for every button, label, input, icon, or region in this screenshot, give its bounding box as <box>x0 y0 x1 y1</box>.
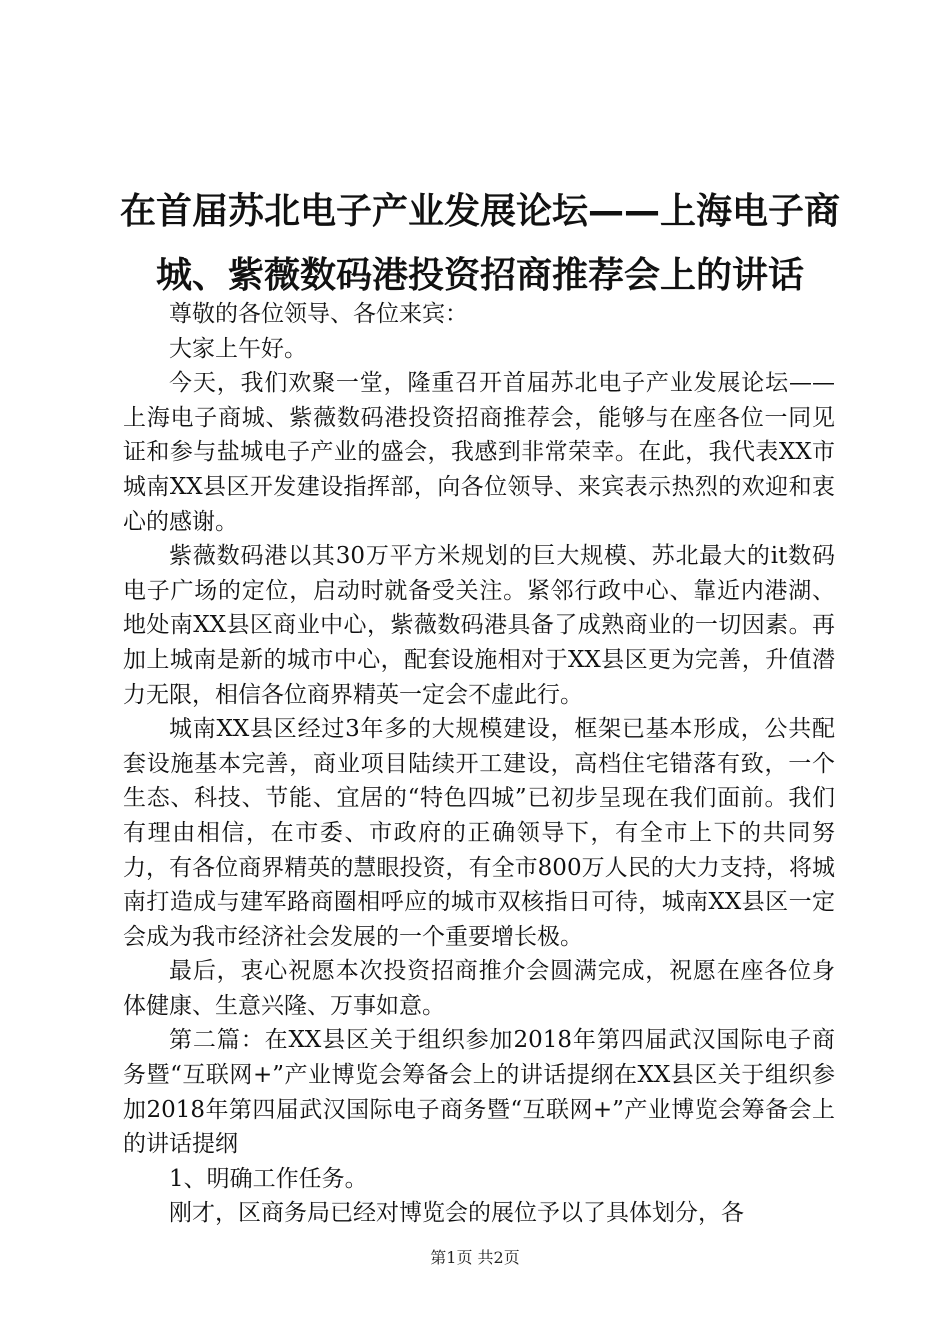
paragraph-ziwei-digital-port: 紫薇数码港以其30万平方米规划的巨大规模、苏北最大的it数码电子广场的定位，启动时就备受关注。紧邻行政中心、靠近内港湖、地处南XX县区商业中心，紫薇数码港具备了成熟商业的一切因素。再加上城南是新的城市中心，配套设施相对于XX县区更为完善，升值潜力无限，相信各位商界精英一定会不虚此行。 <box>123 543 835 708</box>
paragraph-chengnan-district: 城南XX县区经过3年多的大规模建设，框架已基本形成，公共配套设施基本完善，商业项目陆续开工建设，高档住宅错落有致，一个生态、科技、节能、宜居的“特色四城”已初步呈现在我们面前。我们有理由相信，在市委、市政府的正确领导下，有全市上下的共同努力，有各位商界精英的慧眼投资，有全市800万人民的大力支持，将城南打造成与建军路商圈相呼应的城市双核指日可待，城南XX县区一定会成为我市经济社会发展的一个重要增长极。 <box>123 716 835 950</box>
document-title <box>100 180 860 308</box>
paragraph-opening: 今天，我们欢聚一堂，隆重召开首届苏北电子产业发展论坛——上海电子商城、紫薇数码港投资招商推荐会，能够与在座各位一同见证和参与盐城电子产业的盛会，我感到非常荣幸。在此，我代表XX市城南XX县区开发建设指挥部，向各位领导、来宾表示热烈的欢迎和衷心的感谢。 <box>123 370 835 535</box>
title-line-1: 在首届苏北电子产业发展论坛——上海电子商 <box>119 191 840 232</box>
paragraph-task-heading: 1、明确工作任务。 <box>169 1165 368 1192</box>
paragraph-second-article: 第二篇：在XX县区关于组织参加2018年第四届武汉国际电子商务暨“互联网+”产业博览会筹备会上的讲话提纲在XX县区关于组织参加2018年第四届武汉国际电子商务暨“互联网+”产业博览会筹备会上的讲话提纲 <box>123 1027 835 1158</box>
salutation: 尊敬的各位领导、各位来宾： <box>169 301 468 327</box>
greeting: 大家上午好。 <box>169 335 307 362</box>
paragraph-task-body: 刚才，区商务局已经对博览会的展位予以了具体划分，各 <box>169 1200 744 1227</box>
paragraph-closing: 最后，衷心祝愿本次投资招商推介会圆满完成，祝愿在座各位身体健康、生意兴隆、万事如意。 <box>123 958 835 1019</box>
document-body <box>123 297 835 1231</box>
page-number-footer: 第1页 共2页 <box>430 1248 520 1267</box>
title-line-2: 城、紫薇数码港投资招商推荐会上的讲话 <box>155 255 804 296</box>
